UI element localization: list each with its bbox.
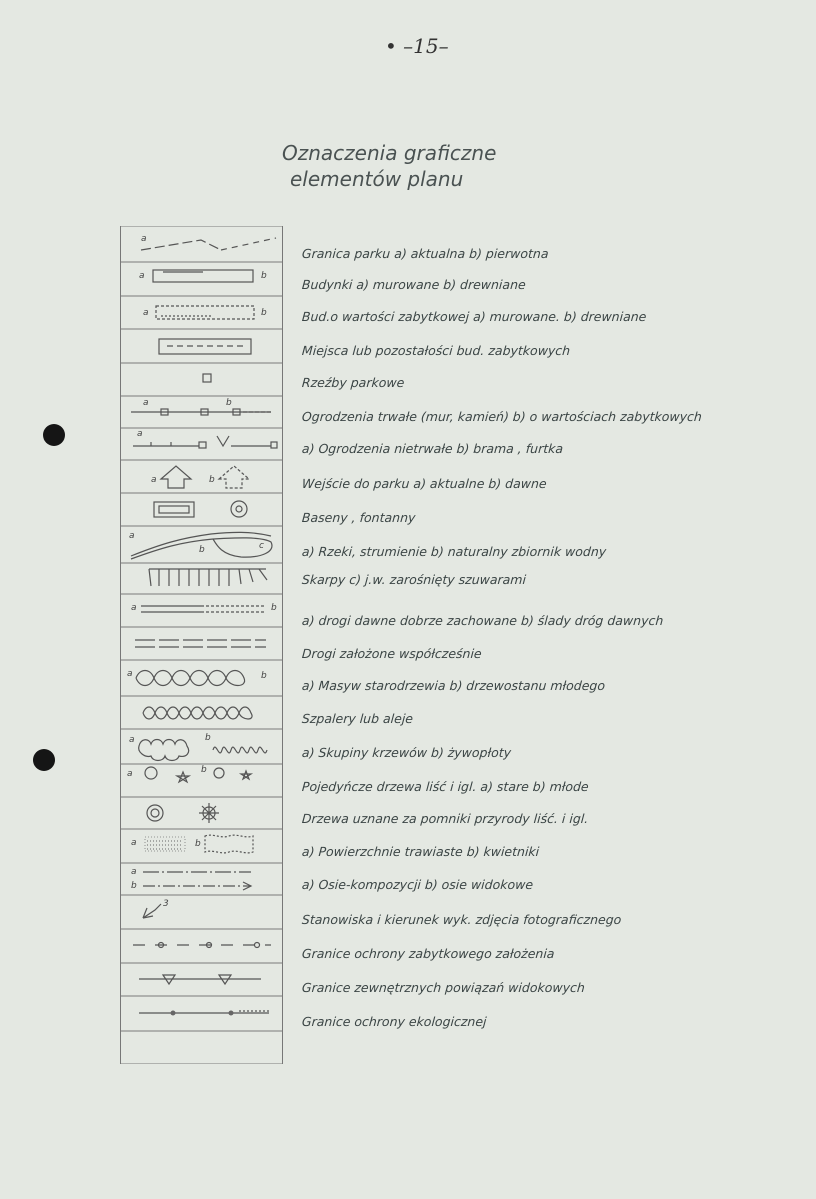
legend-label: Drzewa uznane za pomniki przyrody liść. i igl. <box>301 811 589 826</box>
symbol-permanent-fence <box>131 398 271 415</box>
legend-label: Granice zewnętrznych powiązań widokowych <box>301 980 586 995</box>
title-line-1: Oznaczenia graficzne <box>282 141 497 165</box>
punch-hole-icon <box>33 749 55 771</box>
symbol-monument-trees <box>147 803 219 823</box>
symbol-modern-roads <box>135 640 266 647</box>
svg-text:a: a <box>141 234 147 244</box>
row-separators <box>121 226 282 1064</box>
symbol-escarpment <box>149 569 267 586</box>
svg-text:b: b <box>205 733 211 743</box>
svg-text:a: a <box>129 735 135 745</box>
symbol-alleys <box>143 707 252 719</box>
svg-text:b: b <box>271 603 277 613</box>
symbol-old-roads <box>131 603 277 613</box>
svg-text:b: b <box>195 839 201 849</box>
symbol-temporary-fence <box>133 429 277 448</box>
symbol-shrubs-hedges <box>129 733 267 761</box>
legend-label: a) Masyw starodrzewia b) drzewostanu młodego <box>301 678 606 693</box>
legend-label: Granica parku a) aktualna b) pierwotna <box>301 246 550 261</box>
legend-label: a) Skupiny krzewów b) żywopłoty <box>301 745 512 760</box>
symbol-view-links-boundary <box>139 975 261 984</box>
svg-text:a: a <box>151 475 157 485</box>
svg-text:c: c <box>259 541 264 551</box>
symbol-photo-station <box>143 899 169 918</box>
svg-text:b: b <box>131 881 137 891</box>
symbol-park-entrance <box>151 466 249 488</box>
legend-label: Miejsca lub pozostałości bud. zabytkowych <box>301 343 571 358</box>
symbol-sculptures <box>203 374 211 382</box>
svg-text:3: 3 <box>163 899 169 909</box>
legend-label: a) Powierzchnie trawiaste b) kwietniki <box>301 844 540 859</box>
symbol-buildings <box>139 270 267 282</box>
page-title <box>282 140 542 192</box>
legend-label: Budynki a) murowane b) drewniane <box>301 277 527 292</box>
svg-text:a: a <box>131 838 137 848</box>
svg-text:b: b <box>261 671 267 681</box>
symbol-rivers <box>129 531 272 559</box>
symbol-heritage-boundary <box>133 943 271 948</box>
legend-label: Wejście do parku a) aktualne b) dawne <box>301 476 548 491</box>
legend-symbol-column <box>120 226 283 1064</box>
svg-text:a: a <box>127 769 133 779</box>
svg-text:a: a <box>137 429 143 439</box>
svg-text:b: b <box>199 545 205 555</box>
svg-text:b: b <box>201 765 207 775</box>
symbol-historic-remains <box>159 339 251 354</box>
symbol-ecological-boundary <box>139 1011 269 1016</box>
legend-label: Ogrodzenia trwałe (mur, kamień) b) o wartościach zabytkowych <box>301 409 703 424</box>
symbol-lawns-flowerbeds <box>131 835 253 853</box>
symbol-tree-stands <box>127 669 267 686</box>
punch-hole-icon <box>43 424 65 446</box>
legend-label: a) drogi dawne dobrze zachowane b) ślady dróg dawnych <box>301 613 664 628</box>
symbol-composition-axes <box>131 867 251 891</box>
page-number: • –15– <box>385 34 449 58</box>
svg-text:a: a <box>139 271 145 281</box>
legend-label: Skarpy c) j.w. zarośnięty szuwarami <box>301 572 527 587</box>
legend-label: Rzeźby parkowe <box>301 375 405 390</box>
svg-text:a: a <box>143 308 149 318</box>
svg-text:b: b <box>226 398 232 408</box>
svg-text:a: a <box>143 398 149 408</box>
svg-text:a: a <box>129 531 135 541</box>
svg-text:b: b <box>261 308 267 318</box>
symbol-park-border <box>141 234 276 250</box>
svg-text:b: b <box>261 271 267 281</box>
legend-label: Bud.o wartości zabytkowej a) murowane. b) drewniane <box>301 309 647 324</box>
legend-label: a) Rzeki, strumienie b) naturalny zbiornik wodny <box>301 544 607 559</box>
svg-text:a: a <box>127 669 133 679</box>
legend-label: Granice ochrony ekologicznej <box>301 1014 488 1029</box>
legend-label: Baseny , fontanny <box>301 510 416 525</box>
title-line-2: elementów planu <box>290 167 464 191</box>
legend-label: Pojedyńcze drzewa liść i igl. a) stare b) młode <box>301 779 590 794</box>
legend-label: a) Ogrodzenia nietrwałe b) brama , furtka <box>301 441 564 456</box>
symbol-single-trees <box>127 765 251 782</box>
svg-text:a: a <box>131 603 137 613</box>
legend-label: Stanowiska i kierunek wyk. zdjęcia fotograficznego <box>301 912 622 927</box>
legend-label: Drogi założone współcześnie <box>301 646 483 661</box>
svg-text:a: a <box>131 867 137 877</box>
symbol-historic-buildings <box>143 306 267 319</box>
legend-label: Szpalery lub aleje <box>301 711 414 726</box>
symbol-pools-fountains <box>154 501 247 517</box>
legend-label: Granice ochrony zabytkowego założenia <box>301 946 556 961</box>
legend-label: a) Osie-kompozycji b) osie widokowe <box>301 877 534 892</box>
legend-symbols <box>121 226 282 1064</box>
svg-text:b: b <box>209 475 215 485</box>
